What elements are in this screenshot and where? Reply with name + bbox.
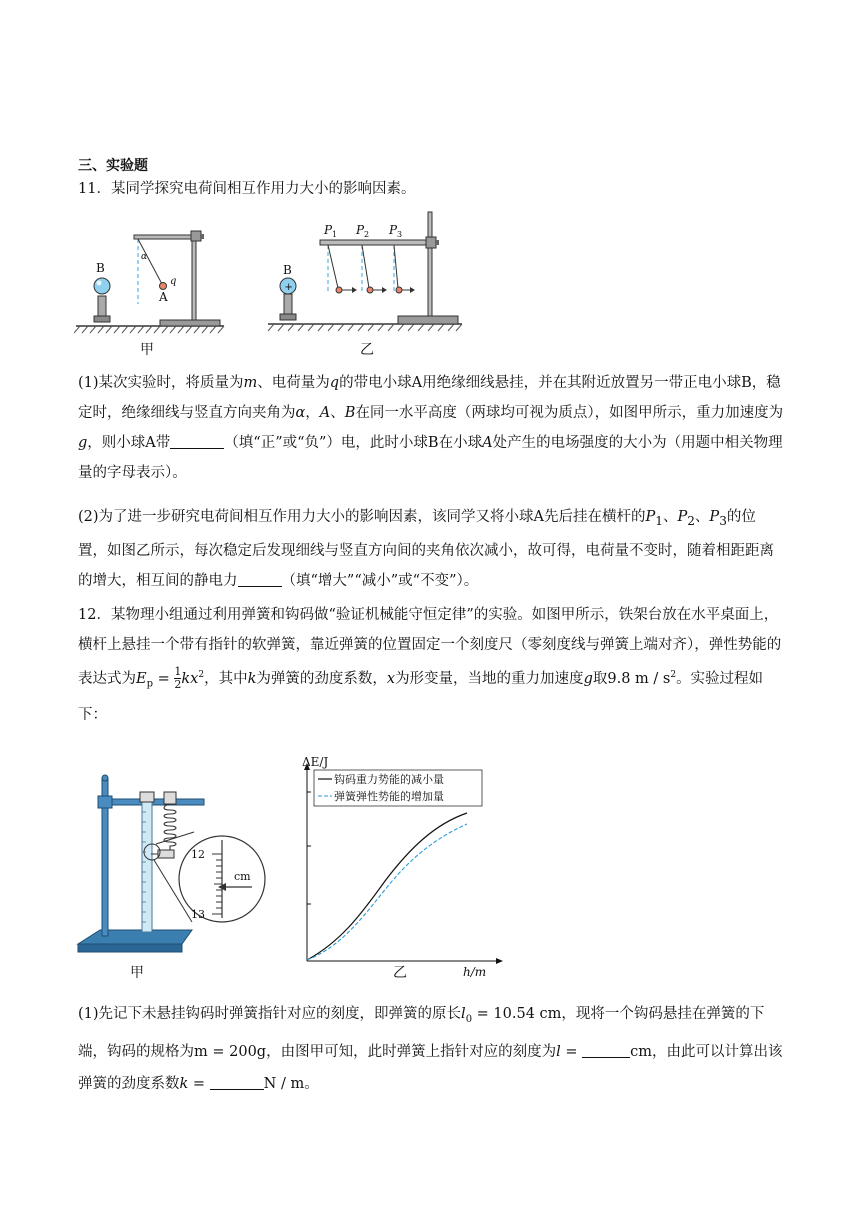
- q11-stem: 11．某同学探究电荷间相互作用力大小的影响因素。: [78, 181, 416, 197]
- legend-label-1: 弹簧弹性势能的增加量: [334, 790, 444, 803]
- text: 在同一水平高度（两球均可视为质点），如图甲所示，重力加速度为: [355, 405, 784, 421]
- text: ，其中: [204, 670, 248, 687]
- answer-blank[interactable]: [210, 1073, 264, 1090]
- legend-label-0: 钩码重力势能的减小量: [334, 773, 444, 786]
- text: 处产生的电场强度的大小为（用题中相关物理量的字母表示）。: [78, 435, 783, 481]
- var-l0: l: [461, 1006, 466, 1022]
- var-q: q: [329, 375, 340, 391]
- var-alpha: α: [295, 405, 306, 421]
- q11-part1: [78, 368, 784, 488]
- var-P3: P: [709, 509, 720, 525]
- unit-cm: cm: [234, 870, 251, 883]
- label-B: B: [283, 263, 292, 277]
- var-k: k: [247, 670, 257, 687]
- chart-legend: [314, 770, 482, 806]
- l0-value: = 10.54 cm: [472, 1006, 562, 1022]
- label-P1-sub: 1: [332, 230, 338, 239]
- unit: cm: [630, 1043, 652, 1060]
- sub: p: [146, 678, 153, 690]
- sub: 3: [719, 513, 727, 528]
- svg-text:+: +: [284, 282, 293, 293]
- text: 的带电小球A用绝缘细线悬挂，并在其附近放置另一带正电小球B，稳定时，绝缘细线与竖直方向夹角为: [78, 375, 781, 421]
- q12-caption-jia: 甲: [130, 965, 144, 981]
- text: 、电荷量为: [257, 375, 330, 391]
- text: 。: [304, 1075, 319, 1092]
- q12-chart: [300, 756, 505, 981]
- answer-blank[interactable]: [238, 570, 282, 587]
- sub: 1: [655, 513, 663, 528]
- text: ，则小球A带: [87, 435, 171, 451]
- text: 的位置，如图乙所示，每次稳定后发现细线与竖直方向间的夹角依次减小，故可得，电荷量不变时，随着相距距离的增大，相互间的静电力: [78, 509, 774, 589]
- text: ，由此可以计算出该弹簧的劲度系数: [78, 1043, 783, 1092]
- answer-blank[interactable]: [582, 1041, 630, 1058]
- series-line-elastic-pe: [307, 824, 467, 960]
- label-P1: P: [324, 223, 333, 237]
- sup: 2: [670, 670, 677, 680]
- sub: 0: [465, 1013, 473, 1025]
- q11-caption-yi: 乙: [360, 342, 374, 358]
- q12-part1: [78, 998, 784, 1100]
- text: 、: [694, 509, 710, 525]
- var-P1: P: [645, 509, 656, 525]
- unit: N / m: [263, 1075, 305, 1092]
- var-m: m: [243, 375, 258, 391]
- chart-ylabel: ΔE/J: [302, 756, 329, 769]
- text: =: [560, 1043, 583, 1060]
- q12-caption-yi: 乙: [393, 965, 407, 981]
- var-l: l: [556, 1043, 561, 1060]
- m-value: m = 200g: [194, 1043, 267, 1060]
- frac-num: 1: [174, 665, 182, 679]
- tick-12: 12: [191, 848, 205, 861]
- section-title: 三、实验题: [78, 158, 148, 174]
- text: (1)先记下未悬挂钩码时弹簧指针对应的刻度，即弹簧的原长: [78, 1006, 462, 1022]
- var-kx: kx: [181, 670, 199, 687]
- sup: 2: [198, 670, 205, 680]
- text: ，现将一个钩码悬挂在弹簧的下端，钩码的规格为: [78, 1006, 765, 1060]
- answer-blank[interactable]: [170, 432, 224, 449]
- label-P2: P: [356, 223, 365, 237]
- sub: 2: [687, 513, 695, 528]
- text: =: [188, 1075, 210, 1092]
- text: 12．某物理小组通过利用弹簧和钩码做“验证机械能守恒定律”的实验。如图甲所示，铁架台放在水平桌面上，横杆上悬挂一个带有指针的软弹簧，靠近弹簧的位置固定一个刻度尺（零刻度线与弹簧上端对齐），弹性势能的表达式为: [78, 607, 782, 687]
- text: =: [153, 670, 175, 687]
- q11-figure-jia: [74, 226, 234, 354]
- label-A: A: [159, 290, 168, 304]
- text: 、: [662, 509, 678, 525]
- var-k: k: [179, 1075, 189, 1092]
- g-value: 9.8 m / s: [607, 670, 671, 687]
- text: ，由图甲可知，此时弹簧上指针对应的刻度为: [266, 1043, 557, 1060]
- text: 、: [330, 405, 345, 421]
- var-A: A: [482, 435, 493, 451]
- label-alpha: α: [141, 252, 148, 262]
- q12-figure-jia: [74, 762, 270, 962]
- var-g: g: [583, 670, 593, 687]
- text: (2)为了进一步研究电荷间相互作用力大小的影响因素，该同学又将小球A先后挂在横杆的: [78, 509, 646, 525]
- label-P2-sub: 2: [364, 230, 370, 239]
- var-g: g: [78, 435, 88, 451]
- text: ，: [305, 405, 320, 421]
- label-P3-sub: 3: [397, 230, 403, 239]
- label-q: q: [170, 276, 177, 287]
- q12-stem: [78, 600, 784, 730]
- text: 为形变量，当地的重力加速度: [395, 670, 584, 687]
- var-B: B: [344, 405, 356, 421]
- var-E: E: [136, 670, 147, 687]
- frac-den: 2: [174, 678, 182, 692]
- label-B: B: [96, 261, 105, 275]
- chart-xlabel: h/m: [463, 965, 487, 979]
- var-x: x: [386, 670, 396, 687]
- text: 。实验过程如下：: [78, 670, 764, 723]
- text: （填“正”或“负”）电，此时小球B在小球: [224, 435, 483, 451]
- text: (1)某次实验时，将质量为: [78, 375, 244, 391]
- q11-caption-jia: 甲: [140, 342, 154, 358]
- text: 取: [592, 670, 608, 687]
- tick-13: 13: [191, 908, 205, 921]
- text: （填“增大”“减小”或“不变”）。: [281, 572, 479, 589]
- var-P2: P: [677, 509, 688, 525]
- text: 为弹簧的劲度系数，: [256, 670, 387, 687]
- var-A: A: [319, 405, 331, 421]
- q11-part2: [78, 502, 784, 596]
- label-P3: P: [389, 223, 398, 237]
- q11-figure-yi: [266, 208, 466, 338]
